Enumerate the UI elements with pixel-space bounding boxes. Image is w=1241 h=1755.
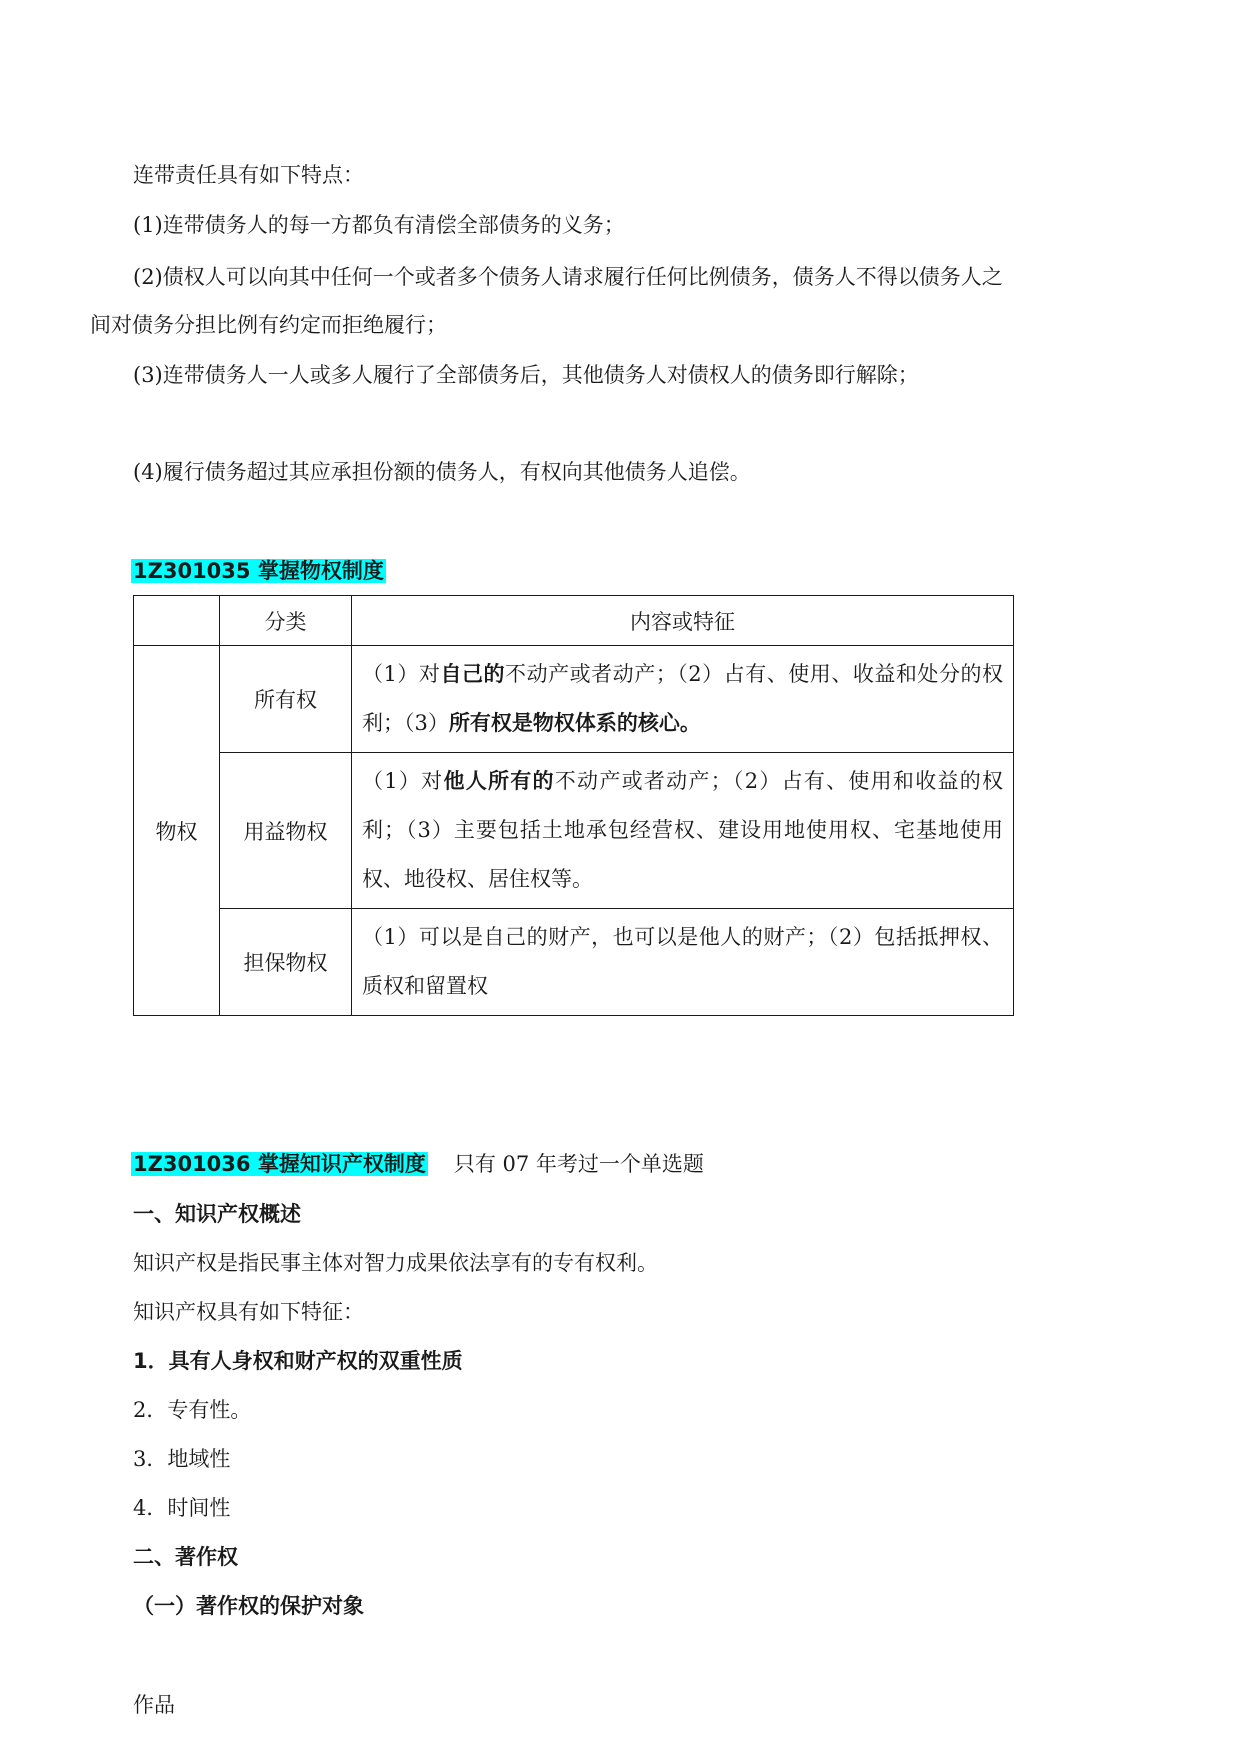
table-header-empty [134,596,220,646]
ip-feature-1: 1．具有人身权和财产权的双重性质 [133,1349,463,1373]
table-cell-content: （1）对自己的不动产或者动产；（2）占有、使用、收益和处分的权利；（3）所有权是物权体系的核心。 [352,646,1014,753]
table-cell-category: 担保物权 [220,909,352,1016]
table-header-row [134,596,1014,646]
ip-feature-2: 2．专有性。 [133,1398,252,1422]
emphasis-text: 所有权是物权体系的核心。 [448,711,701,735]
table-header-category: 分类 [220,596,352,646]
section-1036-heading-text: 1Z301036 掌握知识产权制度 [133,1152,426,1176]
table-cell-content: （1）对他人所有的不动产或者动产；（2）占有、使用和收益的权利；（3）主要包括土地承包经营权、建设用地使用权、宅基地使用权、地役权、居住权等。 [352,753,1014,909]
emphasis-text: 自己的 [440,662,506,686]
section-1035-heading-text: 1Z301035 掌握物权制度 [133,559,384,583]
ip-feature-3: 3．地域性 [133,1447,231,1471]
section-1036-heading [131,1149,704,1179]
emphasis-text: 他人所有的 [443,769,555,793]
joint-liability-point-4: (4)履行债务超过其应承担份额的债务人，有权向其他债务人追偿。 [133,460,751,484]
ip-feature-4: 4．时间性 [133,1496,231,1520]
copyright-subheading: （一）著作权的保护对象 [133,1594,364,1618]
ip-definition: 知识产权是指民事主体对智力成果依法享有的专有权利。 [133,1251,658,1275]
table-group-label: 物权 [134,646,220,1016]
table-row [134,753,1014,909]
joint-liability-point-3: (3)连带债务人一人或多人履行了全部债务后，其他债务人对债权人的债务即行解除； [133,363,919,387]
joint-liability-point-2-line-1: (2)债权人可以向其中任何一个或者多个债务人请求履行任何比例债务，债务人不得以债务人之 [133,265,1003,289]
works-text: 作品 [133,1693,175,1717]
section-1035-heading [131,556,386,586]
table-cell-category: 用益物权 [220,753,352,909]
joint-liability-intro: 连带责任具有如下特点： [133,163,364,187]
table-cell-category: 所有权 [220,646,352,753]
property-rights-table [133,595,1014,1016]
table-cell-content: （1）可以是自己的财产，也可以是他人的财产；（2）包括抵押权、质权和留置权 [352,909,1014,1016]
joint-liability-point-2-line-2: 间对债务分担比例有约定而拒绝履行； [90,313,447,337]
ip-overview-heading: 一、知识产权概述 [133,1202,301,1226]
ip-features-intro: 知识产权具有如下特征： [133,1300,364,1324]
table-row [134,909,1014,1016]
section-1036-note: 只有 07 年考过一个单选题 [453,1152,704,1176]
copyright-heading: 二、著作权 [133,1545,238,1569]
table-row [134,646,1014,753]
table-header-content: 内容或特征 [352,596,1014,646]
joint-liability-point-1: (1)连带债务人的每一方都负有清偿全部债务的义务； [133,213,625,237]
